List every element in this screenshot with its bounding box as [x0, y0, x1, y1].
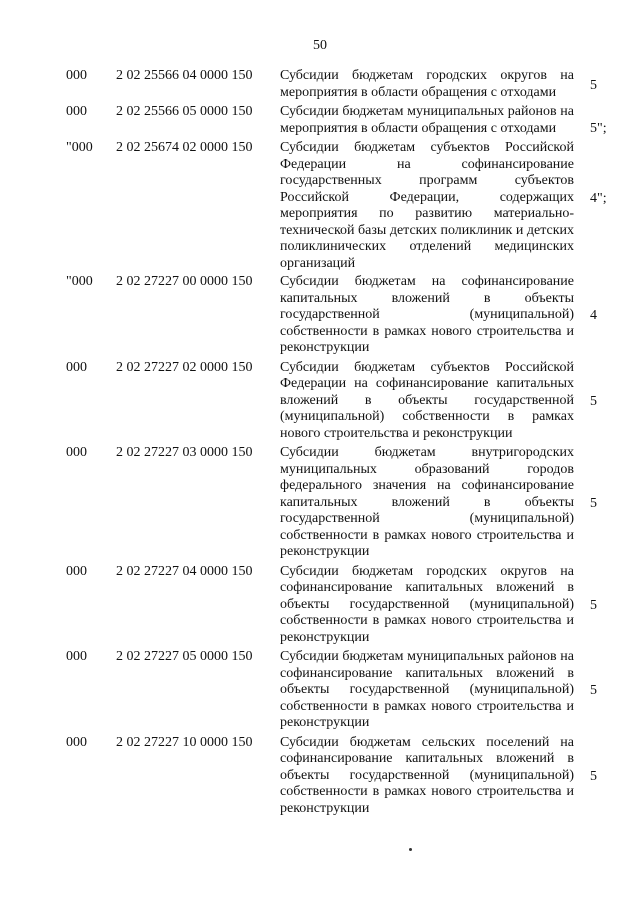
revenue-name: Субсидии бюджетам сельских поселений на софинансирование капитальных вложений в объекты государственной (муниципальной) собственности в рамках нового строительства и реконструкции: [280, 734, 574, 816]
table-row: [0, 445, 640, 561]
revenue-name: Субсидии бюджетам муниципальных районов на софинансирование капитальных вложений в объекты государственной (муниципальной) собственности в рамках нового строительства и реконструкции: [280, 649, 574, 730]
row-value: 5: [590, 393, 597, 409]
budget-classification-code: 2 02 27227 02 0000 150: [116, 359, 253, 375]
row-value: 5: [590, 597, 597, 613]
budget-classification-code: 2 02 27227 05 0000 150: [116, 649, 253, 664]
admin-code: 000: [66, 359, 87, 375]
revenue-name: Субсидии бюджетам городских округов на софинансирование капитальных вложений в объекты государственной (муниципальной) собственности в рамках нового строительства и реконструкции: [280, 563, 574, 645]
revenue-name: Субсидии бюджетам городских округов на мероприятия в области обращения с отходами: [280, 68, 574, 100]
row-value: 5: [590, 496, 597, 511]
row-value: 4";: [590, 191, 607, 206]
row-value: 5: [590, 683, 597, 698]
table-row: [0, 140, 640, 272]
table-row: [0, 360, 640, 443]
revenue-name: Субсидии бюджетам внутригородских муниципальных образований городов федерального значения на софинансирование капитальных вложений в объекты государственной (муниципальной) собственности в рамках нового строительства и реконструкции: [280, 445, 574, 559]
row-value: 5";: [590, 121, 607, 136]
table-row: [0, 564, 640, 647]
table-row: [0, 274, 640, 357]
admin-code: 000: [66, 104, 87, 119]
revenue-name: Субсидии бюджетам субъектов Российской Федерации на софинансирование капитальных вложений в объекты государственной (муниципальной) собственности в рамках нового строительства и реконструкции: [280, 359, 574, 441]
table-row: [0, 104, 640, 137]
page-number: 50: [313, 38, 327, 53]
budget-table: [0, 68, 640, 817]
revenue-name: Субсидии бюджетам муниципальных районов на мероприятия в области обращения с отходами: [280, 104, 574, 136]
table-row: [0, 68, 640, 101]
budget-classification-code: 2 02 27227 10 0000 150: [116, 734, 253, 750]
budget-classification-code: 2 02 25674 02 0000 150: [116, 140, 253, 155]
admin-code: 000: [66, 445, 87, 460]
admin-code: 000: [66, 68, 87, 83]
budget-classification-code: 2 02 25566 05 0000 150: [116, 104, 253, 119]
budget-classification-code: 2 02 27227 03 0000 150: [116, 445, 253, 460]
budget-classification-code: 2 02 25566 04 0000 150: [116, 68, 253, 83]
budget-classification-code: 2 02 27227 04 0000 150: [116, 563, 253, 579]
revenue-name: Субсидии бюджетам на софинансирование капитальных вложений в объекты государственной (муниципальной) собственности в рамках нового строительства и реконструкции: [280, 274, 574, 355]
row-value: 5: [590, 768, 597, 784]
admin-code: "000: [66, 274, 93, 289]
table-row: [0, 649, 640, 732]
table-row: [0, 735, 640, 818]
row-value: 4: [590, 308, 597, 323]
row-value: 5: [590, 78, 597, 93]
admin-code: 000: [66, 649, 87, 664]
revenue-name: Субсидии бюджетам субъектов Российской Федерации на софинансирование государственных программ субъектов Российской Федерации, содержащих мероприятия по развитию материально-технической базы детских поликлиник и детских поликлинических отделений медицинских организаций: [280, 140, 574, 271]
budget-classification-code: 2 02 27227 00 0000 150: [116, 274, 253, 289]
scan-speck: [409, 848, 412, 851]
admin-code: 000: [66, 563, 87, 579]
admin-code: "000: [66, 140, 93, 155]
admin-code: 000: [66, 734, 87, 750]
